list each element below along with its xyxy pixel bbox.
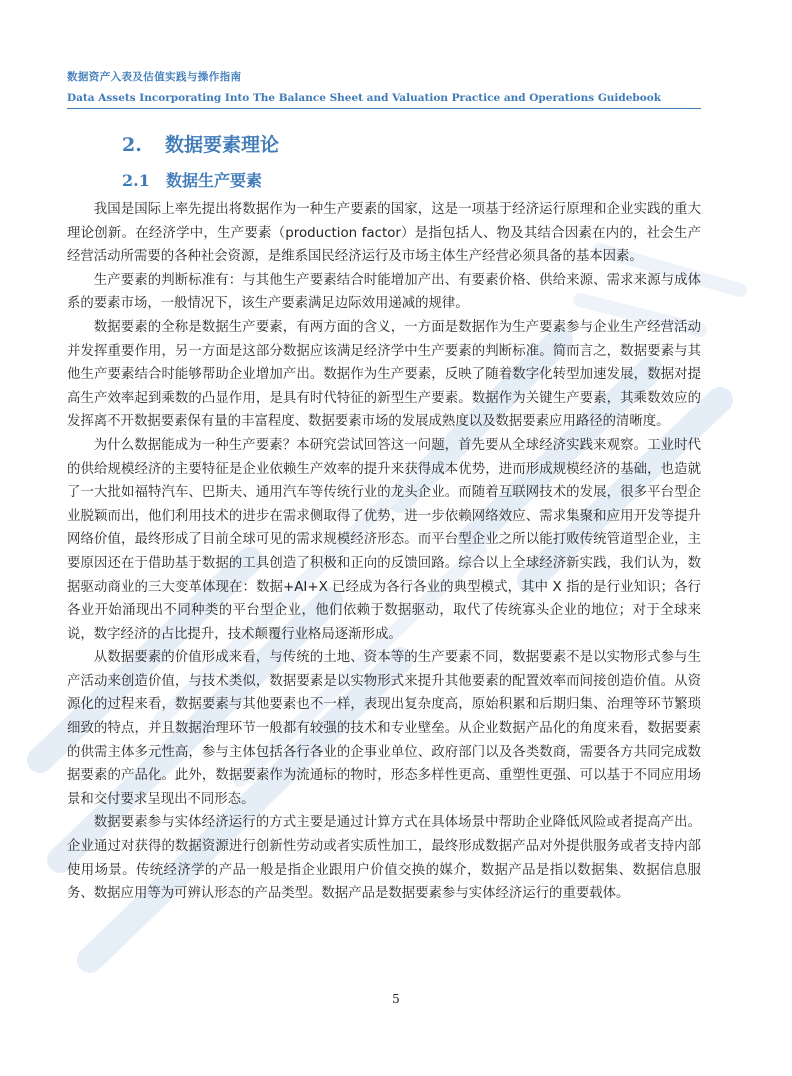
- subsection-heading: [122, 170, 262, 192]
- header-title-en: Data Assets Incorporating Into The Balance Sheet and Valuation Practice and Operations Guidebook: [67, 92, 662, 104]
- paragraph: 生产要素的判断标准有：与其他生产要素结合时能增加产出、有要素价格、供给来源、需求来源与成体系的要素市场，一般情况下，该生产要素满足边际效用递减的规律。: [67, 272, 701, 312]
- header-divider: [67, 108, 701, 109]
- body-text: [67, 198, 701, 906]
- page-number: 5: [392, 992, 400, 1006]
- section-title: 数据要素理论: [165, 134, 280, 156]
- header-title-zh: 数据资产入表及估值实践与操作指南: [67, 71, 242, 83]
- subsection-number: 2.1: [122, 171, 150, 190]
- paragraph: 数据要素参与实体经济运行的方式主要是通过计算方式在具体场景中帮助企业降低风险或者提高产出。企业通过对获得的数据资源进行创新性劳动或者实质性加工，最终形成数据产品对外提供服务或者支持内部使用场景。传统经济学的产品一般是指企业跟用户价值交换的媒介，数据产品是指以数据集、数据信息服务、数据应用等为可辨认形态的产品类型。数据产品是数据要素参与实体经济运行的重要载体。: [67, 815, 701, 902]
- section-number: 2.: [122, 134, 142, 156]
- paragraph: 从数据要素的价值形成来看，与传统的土地、资本等的生产要素不同，数据要素不是以实物形式参与生产活动来创造价值，与技术类似，数据要素是以实物形式来提升其他要素的配置效率而间接创造价值。从资源化的过程来看，数据要素与其他要素也不一样，表现出复杂度高，原始积累和后期归集、治理等环节繁琐细致的特点，并且数据治理环节一般都有较强的技术和专业壁垒。从企业数据产品化的角度来看，数据要素的供需主体多元性高，参与主体包括各行各业的企事业单位、政府部门以及各类数商，需要各方共同完成数据要素的产品化。此外，数据要素作为流通标的物时，形态多样性更高、重塑性更强、可以基于不同应用场景和交付要求呈现出不同形态。: [67, 650, 701, 807]
- paragraph: 数据要素的全称是数据生产要素，有两方面的含义，一方面是数据作为生产要素参与企业生产经营活动并发挥重要作用，另一方面是这部分数据应该满足经济学中生产要素的判断标准。简而言之，数据要素与其他生产要素结合时能够帮助企业增加产出。数据作为生产要素，反映了随着数字化转型加速发展，数据对提高生产效率起到乘数的凸显作用，是具有时代特征的新型生产要素。数据作为关键生产要素，其乘数效应的发挥离不开数据要素保有量的丰富程度、数据要素市场的发展成熟度以及数据要素应用路径的清晰度。: [67, 319, 701, 430]
- section-heading: [122, 132, 279, 158]
- paragraph: 我国是国际上率先提出将数据作为一种生产要素的国家，这是一项基于经济运行原理和企业实践的重大理论创新。在经济学中，生产要素（production factor）是指包括人、物及其结合因素在内的，社会生产经营活动所需要的各种社会资源，是维系国民经济运行及市场主体生产经营必须具备的基本因素。: [67, 202, 701, 265]
- subsection-title: 数据生产要素: [166, 171, 263, 190]
- paragraph: 为什么数据能成为一种生产要素？本研究尝试回答这一问题，首先要从全球经济实践来观察。工业时代的供给规模经济的主要特征是企业依赖生产效率的提升来获得成本优势，进而形成规模经济的基础，也造就了一大批如福特汽车、巴斯夫、通用汽车等传统行业的龙头企业。而随着互联网技术的发展，很多平台型企业脱颖而出，他们利用技术的进步在需求侧取得了优势，进一步依赖网络效应、需求集聚和应用开发等提升网络价值，最终形成了目前全球可见的需求规模经济形态。而平台型企业之所以能打败传统管道型企业，主要原因还在于借助基于数据的工具创造了积极和正向的反馈回路。综合以上全球经济新实践，我们认为，数据驱动商业的三大变革体现在：数据+AI+X 已经成为各行各业的典型模式，其中 X 指的是行业知识；各行各业开始涌现出不同种类的平台型企业，他们依赖于数据驱动，取代了传统寡头企业的地位；对于全球来说，数字经济的占比提升，技术颠覆行业格局逐渐形成。: [67, 437, 701, 642]
- running-header: [67, 70, 701, 106]
